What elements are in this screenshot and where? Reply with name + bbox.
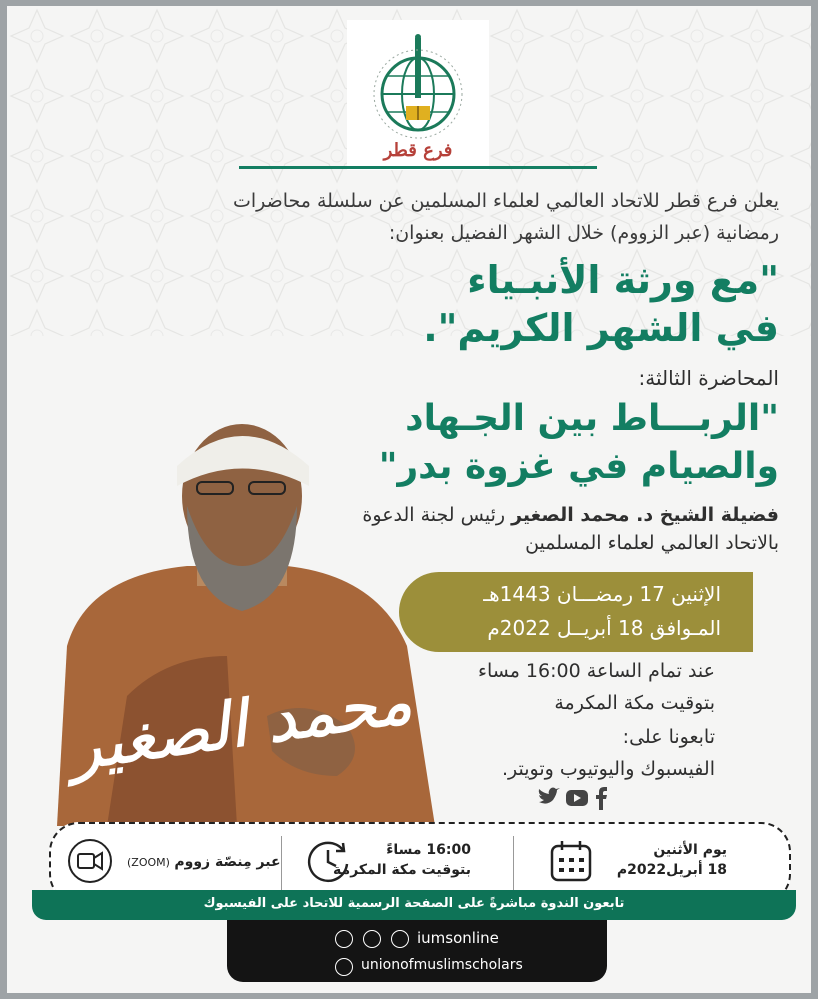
video-camera-icon	[67, 838, 113, 884]
instagram-icon[interactable]	[391, 930, 409, 948]
speaker-name: فضيلة الشيخ د. محمد الصغير	[511, 504, 779, 526]
logo-caption: فرع قطر	[383, 140, 453, 161]
divider	[513, 836, 514, 890]
lecture-number: المحاضرة الثالثة:	[638, 366, 779, 390]
facebook-icon[interactable]	[596, 787, 607, 810]
divider	[281, 836, 282, 890]
platform-zoom: (ZOOM)	[127, 856, 170, 869]
follow-platforms: الفيسبوك واليوتيوب وتويتر.	[502, 758, 715, 780]
time-line-2: بتوقيت مكة المكرمة	[554, 692, 715, 714]
twitter-icon[interactable]	[539, 788, 560, 804]
platform-label: عبر مِنصّة زووم	[174, 854, 281, 870]
logo-divider	[239, 166, 597, 169]
platform-text	[127, 854, 281, 870]
series-title-line-1: "مع ورثة الأنبـياء	[467, 258, 779, 302]
globe-minaret-icon	[368, 32, 468, 150]
facebook-live-banner	[32, 890, 796, 920]
speaker-role: رئيس لجنة الدعوة	[362, 504, 506, 526]
speaker-portrait	[47, 396, 437, 826]
event-date: 18 أبريل2022م	[616, 862, 727, 878]
hijri-date: الإثنين 17 رمضـــان 1443هـ	[483, 582, 721, 606]
social-handle-2[interactable]: unionofmuslimscholars	[361, 957, 523, 973]
intro-line-1: يعلن فرع قطر للاتحاد العالمي لعلماء المسلمين عن سلسلة محاضرات	[232, 190, 779, 212]
series-title-line-2: في الشهر الكريم".	[423, 306, 779, 350]
facebook-icon[interactable]	[335, 958, 353, 976]
time-line-1: عند تمام الساعة 16:00 مساء	[478, 660, 715, 682]
youtube-icon[interactable]	[363, 930, 381, 948]
intro-line-2: رمضانية (عبر الزووم) خلال الشهر الفضيل بعنوان:	[388, 222, 779, 244]
poster	[7, 6, 811, 993]
time-zone: بتوقيت مكة المكرمة	[333, 862, 471, 878]
speaker-org: بالاتحاد العالمي لعلماء المسلمين	[525, 532, 779, 554]
gregorian-date: المـوافق 18 أبريــل 2022م	[487, 616, 721, 640]
social-handle-1[interactable]: iumsonline	[417, 929, 499, 947]
lecture-title-line-2: والصيام في غزوة بدر"	[378, 446, 779, 487]
twitter-icon[interactable]	[335, 930, 353, 948]
lecture-title-line-1: "الربـــاط بين الجـهاد	[405, 398, 779, 439]
banner-text: تابعون الندوة مباشرةً على الصفحة الرسمية للاتحاد على الفيسبوك	[203, 896, 625, 911]
calendar-icon	[549, 838, 593, 884]
logo	[347, 20, 489, 170]
social-panel	[227, 920, 607, 982]
event-day: يوم الأثنين	[653, 842, 727, 858]
social-icons	[535, 784, 615, 812]
time-value: 16:00 مساءً	[386, 842, 471, 858]
follow-label: تابعونا على:	[622, 726, 715, 748]
signature-text: محمد الصغير	[64, 664, 417, 786]
